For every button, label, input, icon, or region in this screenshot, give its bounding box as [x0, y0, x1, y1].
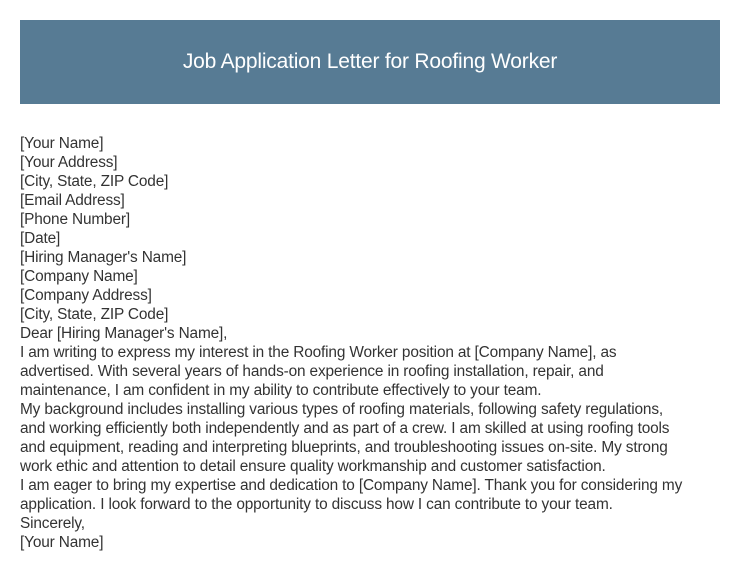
letter-line: [Your Name]	[20, 534, 104, 551]
letter-body	[20, 134, 730, 552]
letter-line: [Date]	[20, 230, 61, 247]
letter-line: I am writing to express my interest in the Roofing Worker position at [Company Name], as	[20, 344, 617, 361]
letter-line: [Your Name]	[20, 135, 104, 152]
letter-line: maintenance, I am confident in my ability to contribute effectively to your team.	[20, 382, 542, 399]
letter-line: I am eager to bring my expertise and dedication to [Company Name]. Thank you for considering my	[20, 477, 683, 494]
title-banner	[20, 20, 720, 104]
letter-line: application. I look forward to the opportunity to discuss how I can contribute to your team.	[20, 496, 613, 513]
letter-line: advertised. With several years of hands-on experience in roofing installation, repair, and	[20, 363, 604, 380]
page-title: Job Application Letter for Roofing Worker	[182, 50, 558, 73]
letter-line: work ethic and attention to detail ensure quality workmanship and customer satisfaction.	[20, 458, 606, 475]
letter-line: and working efficiently both independently and as part of a crew. I am skilled at using roofing tools	[20, 420, 670, 437]
letter-line: [City, State, ZIP Code]	[20, 306, 169, 323]
letter-line: [Company Name]	[20, 268, 138, 285]
letter-line: Sincerely,	[20, 515, 85, 532]
letter-line: [Company Address]	[20, 287, 152, 304]
letter-line: [Phone Number]	[20, 211, 130, 228]
letter-line: My background includes installing various types of roofing materials, following safety regulations,	[20, 401, 664, 418]
letter-line: [Your Address]	[20, 154, 118, 171]
letter-line: Dear [Hiring Manager's Name],	[20, 325, 228, 342]
letter-line: [Email Address]	[20, 192, 125, 209]
letter-line: [City, State, ZIP Code]	[20, 173, 169, 190]
letter-line: [Hiring Manager's Name]	[20, 249, 187, 266]
letter-line: and equipment, reading and interpreting blueprints, and troubleshooting issues on-site. My strong	[20, 439, 668, 456]
